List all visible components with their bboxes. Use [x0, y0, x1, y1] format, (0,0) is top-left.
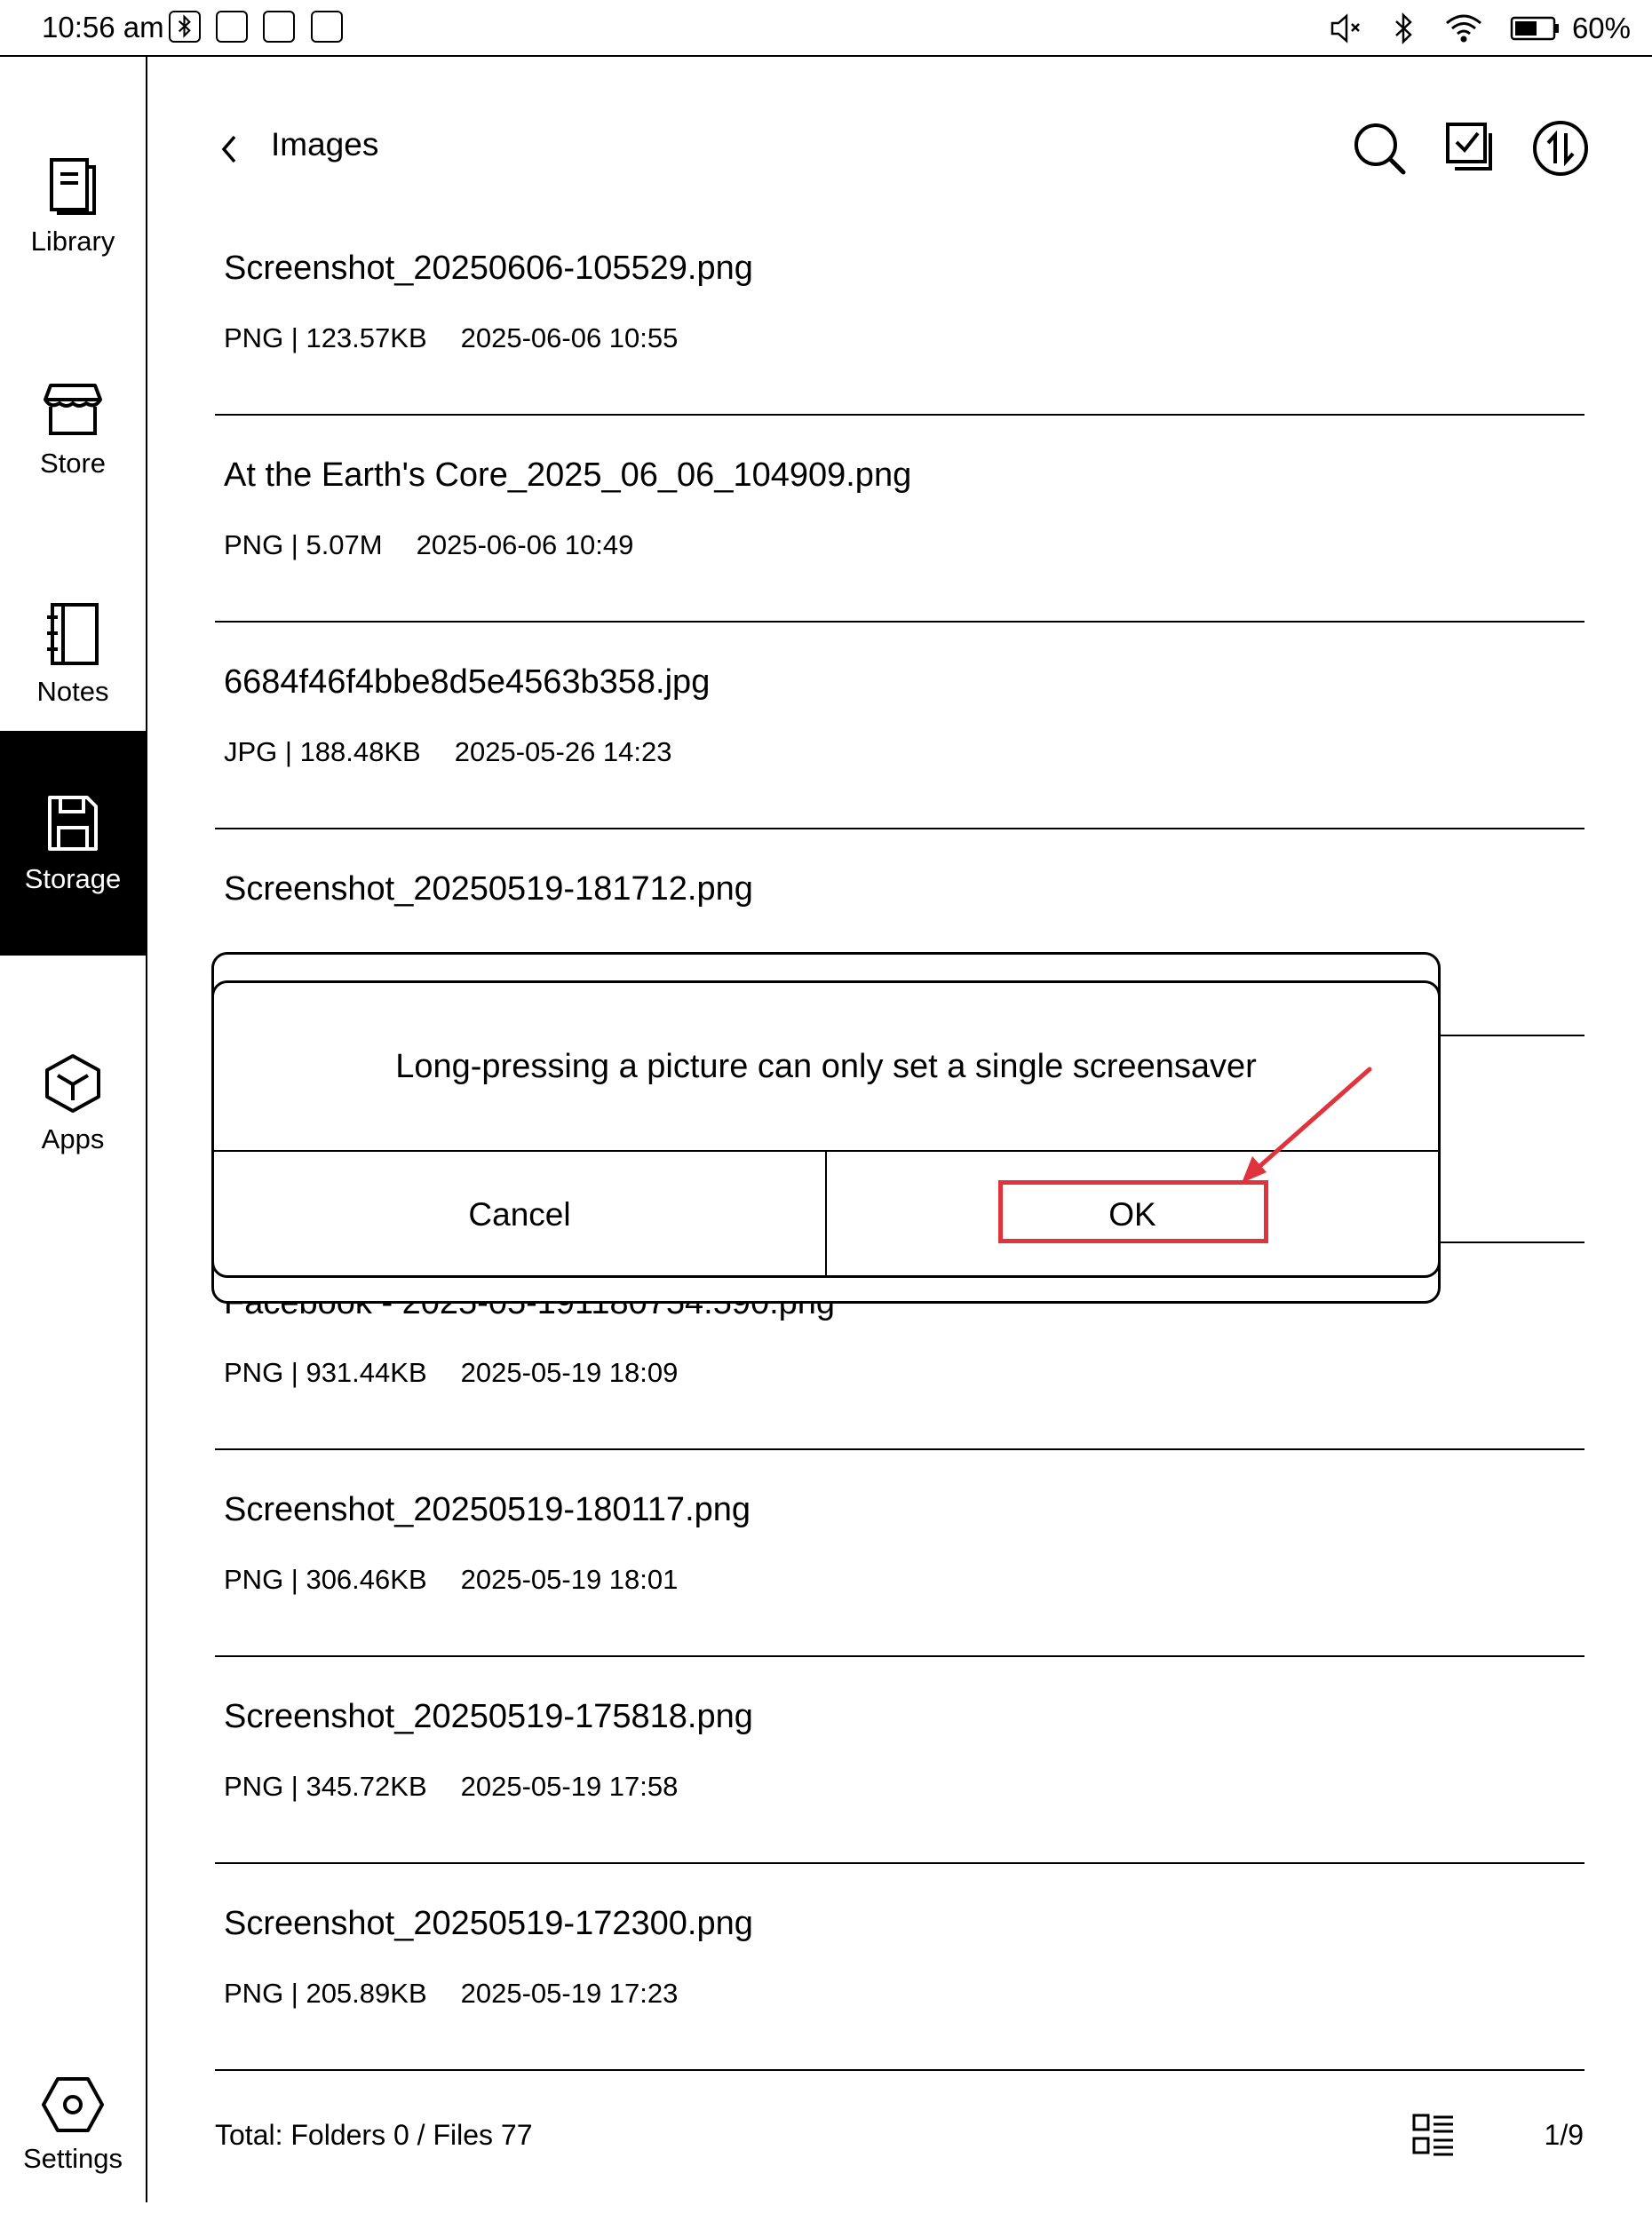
- list-item[interactable]: [215, 1655, 1584, 1864]
- file-info: PNG | 931.44KB: [224, 1357, 427, 1388]
- battery-percent: 60%: [1571, 12, 1631, 44]
- list-item[interactable]: [215, 414, 1584, 623]
- battery-icon: [1510, 13, 1561, 44]
- status-bar: [0, 0, 1652, 57]
- bluetooth-icon: [1391, 12, 1418, 45]
- storage-icon: [44, 792, 101, 854]
- mute-icon: [1329, 12, 1364, 44]
- annotation-arrow-icon: [1226, 1057, 1386, 1190]
- file-name: Screenshot_20250606-105529.png: [224, 250, 753, 287]
- sidebar-item-storage[interactable]: [0, 731, 146, 956]
- list-item[interactable]: [215, 621, 1584, 829]
- file-name: Screenshot_20250519-180117.png: [224, 1491, 751, 1528]
- page-indicator: 1/9: [1544, 2119, 1584, 2151]
- file-count: Total: Folders 0 / Files 77: [215, 2119, 533, 2151]
- dialog-message: Long-pressing a picture can only set a single screensaver: [214, 983, 1438, 1152]
- file-name: Screenshot_20250519-175818.png: [224, 1698, 753, 1735]
- list-item[interactable]: [215, 207, 1584, 416]
- file-name: At the Earth's Core_2025_06_06_104909.png: [224, 456, 912, 494]
- sidebar-item-label: Library: [30, 225, 115, 257]
- sidebar-item-label: Settings: [22, 2142, 123, 2174]
- sidebar-item-library[interactable]: [0, 92, 146, 317]
- file-info: PNG | 306.46KB: [224, 1564, 427, 1595]
- file-name: Screenshot_20250519-181712.png: [224, 870, 753, 908]
- list-item[interactable]: [215, 1448, 1584, 1657]
- file-date: 2025-05-19 17:23: [460, 1978, 679, 2009]
- file-info: PNG | 205.89KB: [224, 1978, 427, 2009]
- sidebar-item-label: Storage: [24, 862, 122, 894]
- sort-icon[interactable]: [1529, 117, 1592, 179]
- sidebar-item-settings[interactable]: [0, 2012, 146, 2237]
- file-date: 2025-05-19 17:58: [460, 1771, 679, 1802]
- notification-icon: [311, 11, 343, 43]
- file-info: JPG | 188.48KB: [224, 736, 421, 767]
- apps-icon: [44, 1052, 102, 1115]
- file-meta: [224, 322, 678, 354]
- notification-icon: [263, 11, 295, 43]
- file-info: PNG | 5.07M: [224, 529, 383, 560]
- store-icon: [42, 380, 104, 439]
- sidebar-item-label: Apps: [41, 1122, 105, 1154]
- file-date: 2025-05-19 18:09: [460, 1357, 679, 1388]
- file-meta: [224, 1564, 678, 1596]
- file-date: 2025-06-06 10:55: [460, 322, 679, 353]
- sidebar-item-label: Notes: [36, 675, 109, 707]
- notes-icon: [44, 601, 102, 667]
- file-meta: [224, 1978, 678, 2010]
- cancel-button[interactable]: Cancel: [214, 1152, 827, 1278]
- back-chevron-icon[interactable]: [213, 130, 245, 169]
- ok-button[interactable]: OK: [1108, 1196, 1156, 1233]
- list-item[interactable]: [215, 1862, 1584, 2071]
- list-view-icon[interactable]: [1412, 2112, 1455, 2156]
- file-date: 2025-05-26 14:23: [454, 736, 672, 767]
- multi-select-icon[interactable]: [1439, 117, 1501, 179]
- page-title: Images: [271, 126, 379, 163]
- file-meta: [224, 1357, 678, 1389]
- sidebar-item-label: Store: [39, 447, 107, 479]
- search-icon[interactable]: [1348, 117, 1410, 179]
- sidebar: [0, 57, 147, 2202]
- file-meta: [224, 736, 672, 768]
- library-icon: [44, 153, 101, 217]
- file-date: 2025-05-19 18:01: [460, 1564, 679, 1595]
- file-name: 6684f46f4bbe8d5e4563b358.jpg: [224, 663, 711, 701]
- bluetooth-notification-icon: [169, 11, 201, 43]
- wifi-icon: [1444, 12, 1483, 44]
- file-info: PNG | 123.57KB: [224, 322, 427, 353]
- sidebar-item-apps[interactable]: [0, 991, 146, 1216]
- file-meta: [224, 1771, 678, 1803]
- file-name: Screenshot_20250519-172300.png: [224, 1905, 753, 1942]
- file-info: PNG | 345.72KB: [224, 1771, 427, 1802]
- file-meta: [224, 529, 633, 561]
- sidebar-item-store[interactable]: [0, 317, 146, 542]
- status-time: 10:56 am: [42, 11, 164, 44]
- notification-icon: [216, 11, 248, 43]
- file-date: 2025-06-06 10:49: [416, 529, 634, 560]
- settings-icon: [42, 2075, 104, 2134]
